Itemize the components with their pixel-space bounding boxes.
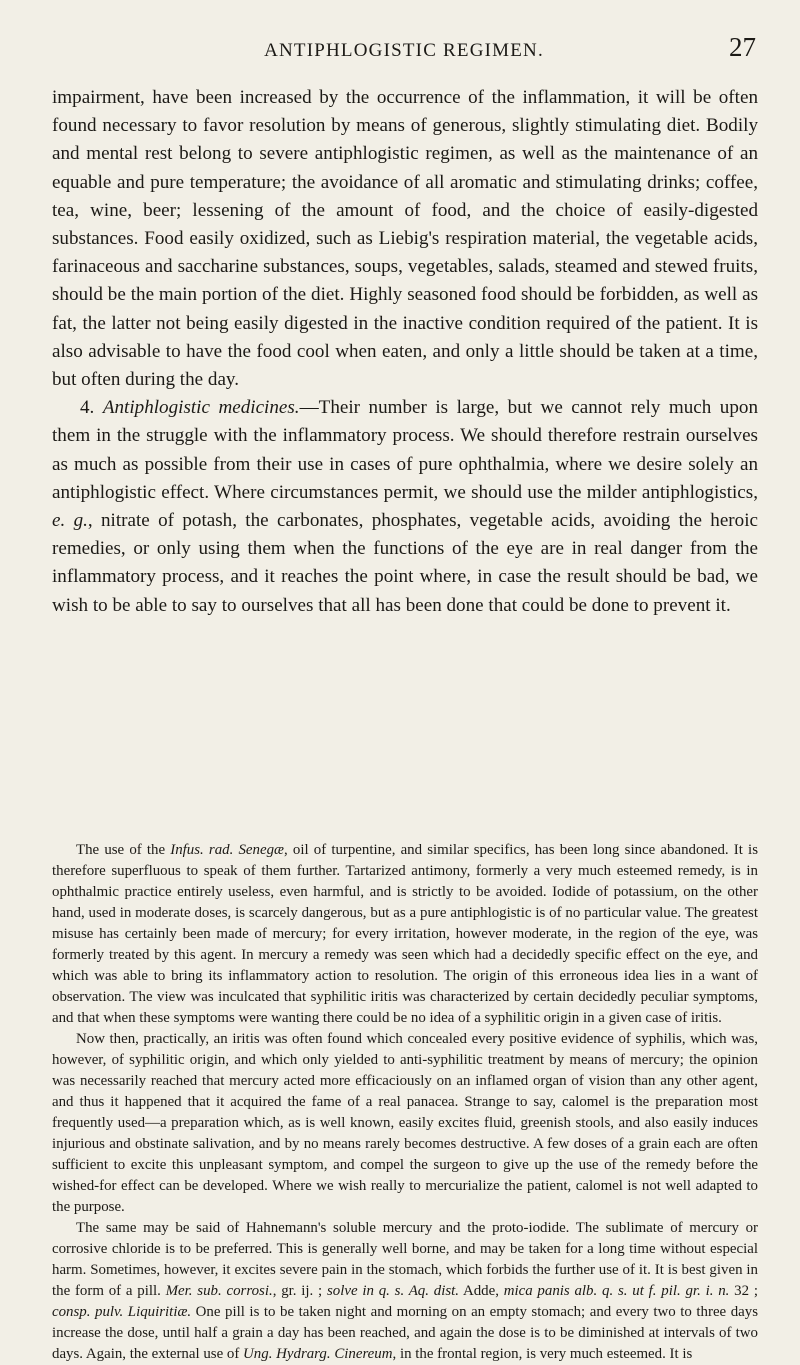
latin-term: Ung. Hydrarg. Cinereum	[243, 1346, 393, 1362]
note-paragraph-sublimate	[52, 1218, 758, 1365]
section-heading: Antiphlogistic medicines.	[102, 397, 300, 419]
latin-term: consp. pulv. Liquiritiæ.	[52, 1304, 192, 1320]
paragraph-antiphlogistic-medicines	[52, 394, 758, 620]
text-run: , oil of turpentine, and similar specifics, has been long since abandoned. It is therefore superfluous to speak of them further. Tartarized antimony, formerly a very much esteemed remedy, is in ophthalmic practice entirely useless, even harmful, and is strictly to be avoided. Iodide of potassium, on the other hand, used in moderate doses, is scarcely dangerous, but as a pure antiphlogistic is of no particular value. The greatest misuse has certainly been made of mercury; for every irritation, however moderate, in the region of the eye, was formerly treated by this agent. In mercury a remedy was seen which had a decidedly specific effect on the eye, and which was able to bring its inflammatory action to resolution. The origin of this erroneous idea lies in a want of observation. The view was inculcated that syphilitic iritis was characterized by certain decidedly peculiar symptoms, and that when these symptoms were wanting there could be no idea of a syphilitic origin in a given case of iritis.	[52, 842, 758, 1026]
abbreviation-eg: e. g.	[52, 510, 88, 532]
text-run: The use of the	[76, 842, 171, 858]
latin-term: Mer. sub. corrosi.	[165, 1283, 273, 1299]
text-run: , nitrate of potash, the carbonates, phosphates, vegetable acids, avoiding the heroic remedies, or only using them when the functions of the eye are in real danger from the inflammatory process, and it reaches the point where, in case the result should be bad, we wish to be able to say to ourselves that all has been done that could be done to prevent it.	[52, 510, 758, 616]
note-paragraph-specifics	[52, 840, 758, 1029]
text-run: Adde,	[458, 1283, 504, 1299]
latin-term: solve in q. s. Aq. dist.	[326, 1283, 459, 1299]
text-run: One pill is to be taken night and morning on an empty stomach; and every two to three days increase the dose, until half a grain a day has been reached, and again the dose is to be diminished at intervals of two days. Again, the external use of	[52, 1304, 759, 1362]
text-run: The same may be said of Hahnemann's soluble mercury and the proto-iodide. The sublimate of mercury or corrosive chloride is to be preferred. This is generally well borne, and may be taken for a long time without especial harm. Sometimes, however, it excites severe pain in the stomach, which forbids the further use of it. It is best given in the form of a pill.	[52, 1220, 758, 1299]
text-run: , in the frontal region, is very much esteemed. It is	[392, 1346, 693, 1362]
text-run: , gr. ij. ;	[272, 1283, 327, 1299]
latin-term: Infus. rad. Senegæ	[170, 842, 284, 858]
section-number: 4.	[80, 397, 95, 419]
latin-term: mica panis alb. q. s. ut f. pil. gr. i. n.	[503, 1283, 730, 1299]
page-number: 27	[729, 32, 756, 62]
running-title: ANTIPHLOGISTIC REGIMEN.	[264, 40, 544, 61]
small-print-notes	[52, 840, 758, 1365]
paragraph-regimen-continued: impairment, have been increased by the occurrence of the inflammation, it will be often found necessary to favor resolution by means of generous, slightly stimulating diet. Bodily and mental rest belong to severe antiphlogistic regimen, as well as the maintenance of an equable and pure temperature; the avoidance of all aromatic and stimulating drinks; coffee, tea, wine, beer; lessening of the amount of food, and the choice of easily-digested substances. Food easily oxidized, such as Liebig's respiration material, the vegetable acids, farinaceous and saccharine substances, soups, vegetables, salads, steamed and stewed fruits, should be the main portion of the diet. Highly seasoned food should be forbidden, as well as fat, the latter not being easily digested in the inactive condition required of the patient. It is also advisable to have the food cool when eaten, and only a little should be taken at a time, but often during the day.	[52, 87, 758, 391]
page-header	[52, 32, 756, 72]
text-run: —Their number is large, but we cannot rely much upon them in the struggle with the inflammatory process. We should therefore restrain ourselves as much as possible from their use in cases of pure ophthalmia, where we desire solely an antiphlogistic effect. Where circumstances permit, we should use the milder antiphlogistics,	[52, 397, 758, 503]
note-paragraph-calomel: Now then, practically, an iritis was often found which concealed every positive evidence of syphilis, which was, however, of syphilitic origin, and which only yielded to anti-syphilitic treatment by means of mercury; the opinion was necessarily reached that mercury acted more efficaciously on an inflamed organ of vision than any other agent, and thus it happened that it acquired the fame of a real panacea. Strange to say, calomel is the preparation most frequently used—a preparation which, as is well known, easily excites fluid, greenish stools, and also easily induces injurious and obstinate salivation, and by no means rarely becomes destructive. A few doses of a grain each are often sufficient to excite this unpleasant symptom, and compel the surgeon to give up the use of the remedy before the wished-for effect can be developed. Where we wish really to mercurialize the patient, calomel is not well adapted to the purpose.	[52, 1031, 758, 1215]
main-text	[52, 84, 758, 620]
text-run: 32 ;	[729, 1283, 758, 1299]
